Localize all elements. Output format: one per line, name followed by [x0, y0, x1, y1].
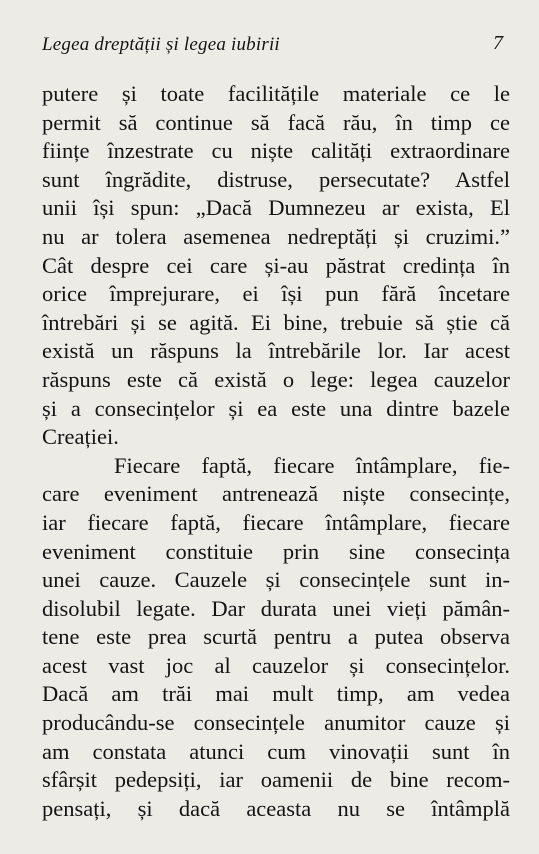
text-line: tene este prea scurtă pentru a putea observa [42, 624, 510, 650]
text-line: disolubil legate. Dar durata unei vieți pămân- [42, 595, 510, 621]
text-line: pensați, și dacă aceasta nu se întâmplă [42, 795, 510, 821]
text-line: am constata atunci cum vinovații sunt în [42, 738, 510, 764]
text-line: producându-se consecințele anumitor cauze și [42, 710, 510, 736]
text-line: sunt îngrădite, distruse, persecutate? Astfel [42, 166, 510, 192]
text-line: există un răspuns la întrebările lor. Iar acest [42, 338, 510, 364]
text-line: acest vast joc al cauzelor și consecințelor. [42, 652, 510, 678]
text-line: putere și toate facilitățile materiale ce le [42, 81, 510, 106]
running-head-title: Legea dreptății și legea iubirii [42, 34, 280, 55]
page-number: 7 [493, 32, 503, 54]
text-line: unei cauze. Cauzele și consecințele sunt in- [42, 567, 510, 593]
text-line: Dacă am trăi mai mult timp, am vedea [42, 681, 510, 707]
text-line: iar fiecare faptă, fiecare întâmplare, fiecare [42, 509, 510, 535]
text-line: ființe înzestrate cu niște calități extraordinare [42, 138, 510, 164]
text-line: și a consecințelor și ea este una dintre bazele [42, 395, 510, 421]
text-line: Cât despre cei care și-au păstrat credința în [42, 252, 510, 278]
text-line: nu ar tolera asemenea nedreptăți și cruzimi.” [42, 223, 510, 249]
text-line: permit să continue să facă rău, în timp ce [42, 109, 510, 135]
text-line: orice împrejurare, ei își pun fără încetare [42, 281, 510, 307]
text-line: care eveniment antrenează niște consecințe, [42, 481, 510, 507]
text-line: sfârșit pedepsiți, iar oamenii de bine recom- [42, 767, 510, 793]
paragraph-first-line: Fiecare faptă, fiecare întâmplare, fie- [114, 452, 510, 478]
body-text [42, 80, 510, 823]
text-line: răspuns este că există o lege: legea cauzelor [42, 366, 510, 392]
text-line: unii își spun: „Dacă Dumnezeu ar exista, El [42, 195, 510, 221]
paragraph-end-line: Creației. [42, 424, 119, 450]
text-line: eveniment constituie prin sine consecința [42, 538, 510, 564]
text-line: întrebări și se agită. Ei bine, trebuie să știe că [42, 309, 510, 335]
